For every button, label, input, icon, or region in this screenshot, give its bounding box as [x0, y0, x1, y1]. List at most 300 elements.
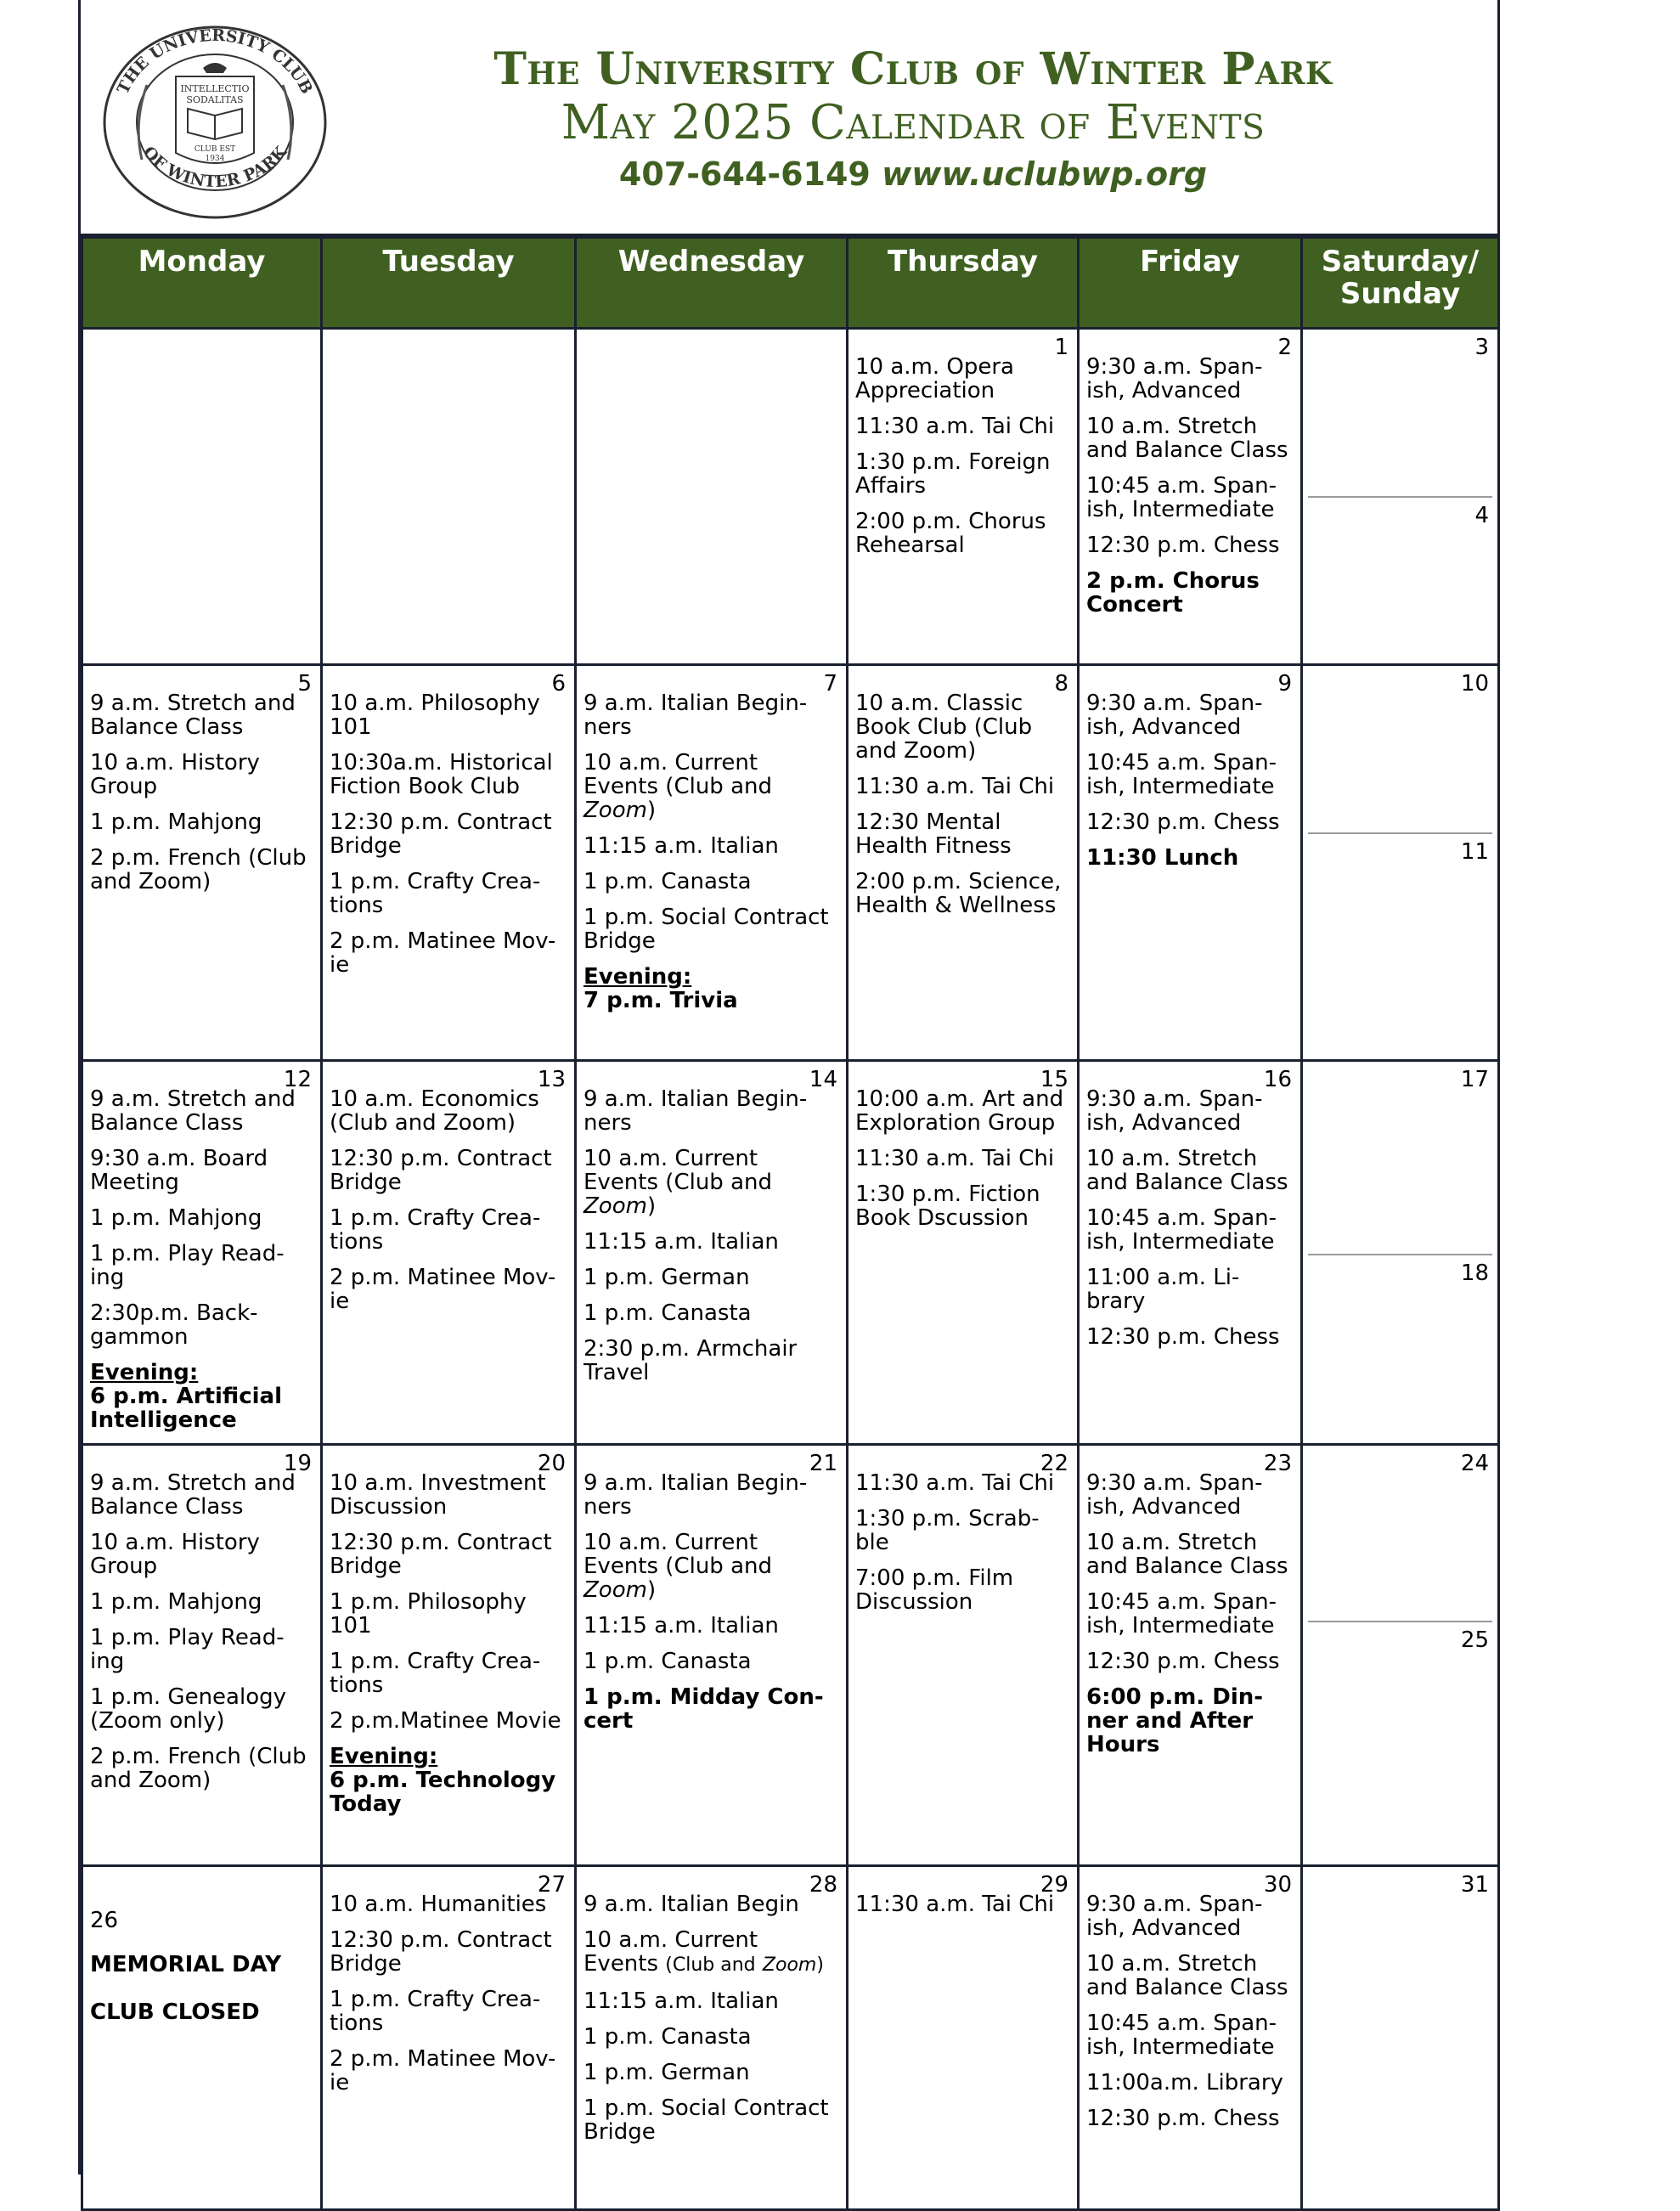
event-text: 11:30 a.m. Tai Chi — [855, 774, 1055, 799]
day-number: 10 — [1460, 671, 1489, 697]
website-link[interactable]: www.uclubwp.org — [882, 155, 1208, 193]
event-text: 10 a.m. History Group — [90, 1530, 260, 1579]
event-item — [1086, 1685, 1294, 1757]
event-item — [1086, 1590, 1294, 1638]
event-item — [583, 1337, 839, 1385]
event-item — [90, 1206, 313, 1230]
day-number: 22 — [1040, 1451, 1068, 1476]
event-item — [1086, 1147, 1294, 1194]
event-item — [330, 1206, 567, 1254]
event-text: 10 a.m. Current Events (Club and — [583, 1146, 772, 1195]
event-item — [1086, 1650, 1294, 1673]
event-list — [1080, 1062, 1300, 1349]
day-cell — [322, 1061, 576, 1445]
weekday-wednesday: Wednesday — [576, 238, 848, 329]
day-cell-content — [577, 666, 846, 1059]
event-item — [1086, 355, 1294, 403]
day-number: 31 — [1460, 1872, 1489, 1898]
event-item — [583, 834, 839, 858]
day-cell — [848, 665, 1079, 1061]
event-text: 1 p.m. Play Read-ing — [90, 1625, 285, 1674]
event-item — [855, 1892, 1070, 1916]
calendar-grid — [81, 236, 1500, 2211]
event-text: 12:30 Mental Health Fitness — [855, 809, 1012, 859]
event-text-italic: Zoom — [762, 1954, 817, 1976]
seal-top-text: THE UNIVERSITY CLUB — [113, 25, 317, 98]
event-item — [1086, 691, 1294, 739]
event-text: 10 a.m. Economics (Club and Zoom) — [330, 1086, 539, 1136]
event-item — [1086, 846, 1294, 870]
day-cell — [322, 1445, 576, 1866]
day-number: 6 — [551, 671, 566, 697]
event-item — [90, 810, 313, 834]
event-text: 9 a.m. Italian Begin-ners — [583, 1086, 808, 1136]
event-text: 1 p.m. Mahjong — [90, 1589, 262, 1615]
day-cell-content — [1303, 330, 1497, 663]
day-number: 21 — [809, 1451, 837, 1476]
event-item — [330, 1147, 567, 1194]
event-item — [330, 1590, 567, 1638]
seal-est-line1: CLUB EST — [194, 145, 236, 154]
event-item — [90, 1242, 313, 1289]
day-number-sunday: 18 — [1460, 1261, 1489, 1286]
event-text: 10 a.m. Stretch and Balance Class — [1086, 414, 1288, 463]
weekend-divider — [1308, 1254, 1492, 1255]
event-item — [330, 929, 567, 977]
event-item — [855, 355, 1070, 403]
event-text: 2 p.m. Chorus Concert — [1086, 568, 1260, 618]
seal-motto-line1: INTELLECTIO — [180, 83, 250, 94]
day-cell — [576, 1866, 848, 2210]
event-item — [330, 1709, 567, 1733]
event-item — [330, 1928, 567, 1976]
event-text: 10:45 a.m. Span-ish, Intermediate — [1086, 1589, 1277, 1639]
event-item — [1086, 2071, 1294, 2095]
event-text: 1 p.m. Canasta — [583, 1649, 752, 1674]
day-cell — [82, 1061, 322, 1445]
event-item — [90, 1471, 313, 1519]
event-text: 11:30 a.m. Tai Chi — [855, 1892, 1055, 1917]
weekday-header-row — [82, 238, 1499, 329]
event-item — [1086, 1266, 1294, 1313]
day-cell-content — [848, 330, 1077, 663]
weekday-tuesday: Tuesday — [322, 238, 576, 329]
day-cell — [82, 329, 322, 665]
day-number: 5 — [297, 671, 312, 697]
event-text: 9 a.m. Italian Begin-ners — [583, 1470, 808, 1520]
event-item — [855, 1147, 1070, 1170]
event-item — [90, 1301, 313, 1349]
event-text: 6 p.m. Artificial Intelligence — [90, 1384, 282, 1433]
event-text: 12:30 p.m. Contract Bridge — [330, 1146, 552, 1195]
event-text: 9:30 a.m. Span-ish, Advanced — [1086, 1086, 1263, 1136]
day-cell-content — [1080, 330, 1300, 663]
event-item — [330, 1745, 567, 1816]
week-row — [82, 665, 1499, 1061]
event-item — [90, 1087, 313, 1135]
event-item — [583, 1266, 839, 1289]
event-text: 12:30 p.m. Chess — [1086, 2106, 1280, 2131]
event-text: 10:00 a.m. Art and Exploration Group — [855, 1086, 1064, 1136]
event-item — [855, 870, 1070, 917]
event-item — [855, 510, 1070, 557]
event-text: 11:00 a.m. Li-brary — [1086, 1265, 1240, 1314]
event-item — [90, 751, 313, 798]
event-item — [583, 1614, 839, 1638]
event-text: 9:30 a.m. Span-ish, Advanced — [1086, 1470, 1263, 1520]
event-text: 10 a.m. Philosophy 101 — [330, 691, 540, 740]
event-text: 1 p.m. Crafty Crea-tions — [330, 869, 541, 918]
event-text: 10:45 a.m. Span-ish, Intermediate — [1086, 750, 1277, 799]
event-list — [1080, 330, 1300, 617]
event-text: 1 p.m. Canasta — [583, 869, 752, 894]
event-text: 1 p.m. German — [583, 1265, 750, 1290]
event-item — [330, 1988, 567, 2035]
evening-label: Evening: — [330, 1744, 438, 1769]
day-cell — [576, 665, 848, 1061]
event-item — [1086, 533, 1294, 557]
event-text: 12:30 p.m. Contract Bridge — [330, 1530, 552, 1579]
event-item — [855, 1471, 1070, 1495]
day-number: 27 — [537, 1872, 566, 1898]
event-text: 12:30 p.m. Chess — [1086, 1324, 1280, 1350]
day-number-sunday: 11 — [1460, 839, 1489, 865]
event-text-close: ) — [646, 1193, 657, 1219]
event-text: 9:30 a.m. Span-ish, Advanced — [1086, 1892, 1263, 1941]
event-list — [1080, 1867, 1300, 2130]
event-item — [1086, 1531, 1294, 1578]
event-text: 7:00 p.m. Film Discussion — [855, 1565, 1014, 1615]
calendar-title: May 2025 Calendar of Events — [561, 95, 1266, 150]
event-list — [83, 666, 320, 894]
event-text: 10:45 a.m. Span-ish, Intermediate — [1086, 1205, 1277, 1255]
event-item — [1086, 1952, 1294, 1999]
event-text: 1:30 p.m. Fiction Book Dscussion — [855, 1182, 1040, 1231]
event-item — [583, 1087, 839, 1135]
day-cell — [576, 329, 848, 665]
weekend-cell — [1302, 1061, 1499, 1445]
event-item — [330, 691, 567, 739]
event-item — [1086, 751, 1294, 798]
day-cell — [82, 1866, 322, 2210]
event-text: 1 p.m. German — [583, 2060, 750, 2085]
holiday-name: MEMORIAL DAY — [90, 1952, 282, 1977]
day-cell — [1079, 1445, 1302, 1866]
day-number: 16 — [1263, 1067, 1292, 1092]
event-item — [583, 1471, 839, 1519]
event-item — [855, 1182, 1070, 1230]
calendar-page — [78, 0, 1500, 2174]
event-text: 9 a.m. Italian Begin — [583, 1892, 799, 1917]
weekend-cell — [1302, 665, 1499, 1061]
seal-motto-line2: SODALITAS — [186, 94, 244, 105]
event-item — [583, 870, 839, 894]
day-number: 17 — [1460, 1067, 1489, 1092]
event-text: 12:30 p.m. Chess — [1086, 809, 1280, 835]
event-text: 10 a.m. Current Events — [583, 1927, 758, 1977]
event-item — [583, 691, 839, 739]
event-item — [855, 1087, 1070, 1135]
event-item — [583, 1147, 839, 1218]
event-text: 10 a.m. History Group — [90, 750, 260, 799]
event-item — [330, 1087, 567, 1135]
evening-label: Evening: — [583, 964, 692, 990]
event-text: 10 a.m. Current Events (Club and — [583, 750, 772, 799]
event-list — [577, 1867, 846, 2144]
event-text: 10 a.m. Investment Discussion — [330, 1470, 546, 1520]
event-list — [577, 1446, 846, 1733]
day-cell-content — [1080, 666, 1300, 1059]
event-text: 10:45 a.m. Span-ish, Intermediate — [1086, 473, 1277, 522]
day-cell — [322, 665, 576, 1061]
event-text: 11:15 a.m. Italian — [583, 1988, 779, 2014]
event-item — [583, 2061, 839, 2084]
day-number: 23 — [1263, 1451, 1292, 1476]
event-item — [583, 1989, 839, 2013]
event-text: 11:30 a.m. Tai Chi — [855, 414, 1055, 439]
contact-line — [335, 153, 1491, 195]
weekday-monday: Monday — [82, 238, 322, 329]
club-title: The University Club of Winter Park — [493, 43, 1333, 95]
day-number: 14 — [809, 1067, 837, 1092]
event-text-close: ) — [816, 1954, 824, 1976]
day-cell-content — [83, 330, 320, 663]
event-text: 2:30 p.m. Armchair Travel — [583, 1336, 798, 1385]
event-item — [330, 1531, 567, 1578]
day-cell — [576, 1061, 848, 1445]
event-item — [855, 1507, 1070, 1554]
weekend-divider — [1308, 832, 1492, 834]
event-text: 9 a.m. Italian Begin-ners — [583, 691, 808, 740]
event-text: 9 a.m. Stretch and Balance Class — [90, 1086, 296, 1136]
phone-number: 407-644-6149 — [618, 155, 871, 193]
event-item — [855, 691, 1070, 763]
day-cell-content — [1080, 1446, 1300, 1864]
event-text: 12:30 p.m. Chess — [1086, 533, 1280, 558]
event-text: 1 p.m. Crafty Crea-tions — [330, 1649, 541, 1698]
day-cell — [82, 1445, 322, 1866]
event-text: 11:30 a.m. Tai Chi — [855, 1146, 1055, 1171]
day-cell-content — [577, 1867, 846, 2208]
event-list — [577, 666, 846, 1012]
event-text: 10:45 a.m. Span-ish, Intermediate — [1086, 2011, 1277, 2060]
event-text: 1 p.m. Social Contract Bridge — [583, 905, 829, 954]
day-cell-content — [83, 666, 320, 1059]
week-row — [82, 329, 1499, 665]
day-cell-content — [1303, 1062, 1497, 1443]
day-number: 29 — [1040, 1872, 1068, 1898]
day-number: 15 — [1040, 1067, 1068, 1092]
day-cell-content — [1303, 1867, 1497, 2208]
event-item — [855, 775, 1070, 798]
event-item — [90, 1531, 313, 1578]
day-number: 8 — [1054, 671, 1068, 697]
day-cell-content — [1303, 666, 1497, 1059]
event-item — [90, 1685, 313, 1733]
day-number: 19 — [283, 1451, 312, 1476]
event-text: 2 p.m.Matinee Movie — [330, 1708, 561, 1734]
event-text-italic: Zoom — [583, 798, 647, 823]
event-item — [1086, 415, 1294, 462]
day-number: 9 — [1277, 671, 1292, 697]
seal-bottom-text: OF WINTER PARK — [138, 143, 291, 192]
event-item — [1086, 1892, 1294, 1940]
day-cell-content — [83, 1867, 320, 2208]
event-text: 1 p.m. Crafty Crea-tions — [330, 1987, 541, 2036]
event-text: 6:00 p.m. Din-ner and After Hours — [1086, 1684, 1264, 1757]
weeks-body — [82, 329, 1499, 2210]
event-text: 1 p.m. Canasta — [583, 2024, 752, 2050]
event-item — [1086, 1471, 1294, 1519]
event-item — [583, 2025, 839, 2049]
day-cell — [1079, 1866, 1302, 2210]
event-text: 10 a.m. Current Events (Club and — [583, 1530, 772, 1579]
event-text: 6 p.m. Technology Today — [330, 1768, 556, 1817]
day-cell — [848, 1866, 1079, 2210]
event-text: 10 a.m. Humanities — [330, 1892, 547, 1917]
event-text: 12:30 p.m. Contract Bridge — [330, 1927, 552, 1977]
event-list — [1080, 1446, 1300, 1757]
event-item — [583, 905, 839, 953]
event-text: 11:30 a.m. Tai Chi — [855, 1470, 1055, 1496]
day-cell — [576, 1445, 848, 1866]
holiday-block — [83, 1867, 320, 2025]
weekend-cell — [1302, 329, 1499, 665]
day-number: 7 — [823, 671, 837, 697]
event-text: 11:15 a.m. Italian — [583, 833, 779, 859]
event-item — [583, 1892, 839, 1916]
holiday-closed-notice: CLUB CLOSED — [90, 1999, 260, 2025]
event-text: 1 p.m. Social Contract Bridge — [583, 2095, 829, 2145]
day-cell-content — [848, 1867, 1077, 2208]
event-item — [1086, 1087, 1294, 1135]
day-cell-content — [323, 330, 574, 663]
event-item — [855, 450, 1070, 498]
day-cell — [1079, 329, 1302, 665]
event-list — [848, 330, 1077, 557]
event-text: 2 p.m. Matinee Mov-ie — [330, 928, 556, 978]
event-text: 10 a.m. Stretch and Balance Class — [1086, 1951, 1288, 2000]
event-item — [583, 1928, 839, 1977]
event-item — [90, 1626, 313, 1673]
event-text-italic: Zoom — [583, 1577, 647, 1603]
day-cell — [322, 329, 576, 665]
week-row — [82, 1866, 1499, 2210]
day-cell-content — [323, 1062, 574, 1443]
day-cell-content — [323, 1446, 574, 1864]
event-text: 9:30 a.m. Span-ish, Advanced — [1086, 354, 1263, 403]
day-number: 12 — [283, 1067, 312, 1092]
event-item — [330, 810, 567, 858]
event-text-close: ) — [646, 798, 657, 823]
event-text: 1 p.m. Midday Con-cert — [583, 1684, 824, 1734]
day-cell — [322, 1866, 576, 2210]
day-cell-content — [1303, 1446, 1497, 1864]
event-item — [583, 1230, 839, 1254]
event-text: 1 p.m. Philosophy 101 — [330, 1589, 527, 1639]
event-item — [330, 870, 567, 917]
week-row — [82, 1445, 1499, 1866]
event-text: 10:30a.m. Historical Fiction Book Club — [330, 750, 553, 799]
day-cell — [1079, 665, 1302, 1061]
event-text: 2 p.m. Matinee Mov-ie — [330, 1265, 556, 1314]
day-number: 13 — [537, 1067, 566, 1092]
event-text: 10 a.m. Stretch and Balance Class — [1086, 1146, 1288, 1195]
event-item — [330, 1892, 567, 1916]
day-cell-content — [1080, 1062, 1300, 1443]
day-cell — [82, 665, 322, 1061]
weekday-thursday: Thursday — [848, 238, 1079, 329]
day-number-sunday: 4 — [1474, 503, 1489, 528]
day-cell-content — [323, 666, 574, 1059]
event-text: 2 p.m. Matinee Mov-ie — [330, 2046, 556, 2095]
day-number: 28 — [809, 1872, 837, 1898]
event-item — [583, 1650, 839, 1673]
day-number: 1 — [1054, 335, 1068, 360]
weekend-cell — [1302, 1445, 1499, 1866]
event-list — [323, 666, 574, 977]
seal-est-line2: 1934 — [205, 155, 225, 163]
event-list — [323, 1446, 574, 1816]
event-text: 1 p.m. Mahjong — [90, 1205, 262, 1231]
event-text: 2:30p.m. Back-gammon — [90, 1300, 258, 1350]
day-cell-content — [83, 1062, 320, 1443]
event-item — [1086, 1325, 1294, 1349]
club-seal-logo — [99, 24, 330, 221]
event-text: 11:15 a.m. Italian — [583, 1229, 779, 1255]
weekend-cell — [1302, 1866, 1499, 2210]
event-item — [1086, 810, 1294, 834]
event-text: 11:30 Lunch — [1086, 845, 1239, 871]
event-text: 10 a.m. Classic Book Club (Club and Zoom) — [855, 691, 1033, 764]
day-cell-content — [577, 1062, 846, 1443]
day-cell-content — [1080, 1867, 1300, 2208]
day-cell-content — [848, 1446, 1077, 1864]
event-item — [330, 2047, 567, 2095]
day-cell-content — [577, 330, 846, 663]
event-text: 2 p.m. French (Club and Zoom) — [90, 845, 307, 894]
event-item — [583, 751, 839, 822]
day-number: 3 — [1474, 335, 1489, 360]
event-text: 9:30 a.m. Span-ish, Advanced — [1086, 691, 1263, 740]
day-number: 30 — [1263, 1872, 1292, 1898]
event-text: 7 p.m. Trivia — [583, 988, 738, 1013]
event-text: 10 a.m. Stretch and Balance Class — [1086, 1530, 1288, 1579]
event-list — [323, 1867, 574, 2095]
event-text: 1 p.m. Play Read-ing — [90, 1241, 285, 1290]
evening-label: Evening: — [90, 1360, 199, 1385]
event-item — [855, 810, 1070, 858]
holiday-day-number: 26 — [90, 1908, 119, 1933]
weekday-friday: Friday — [1079, 238, 1302, 329]
day-cell-content — [848, 666, 1077, 1059]
event-item — [855, 1566, 1070, 1614]
event-list — [848, 666, 1077, 917]
event-item — [90, 1361, 313, 1432]
day-number-sunday: 25 — [1460, 1627, 1489, 1653]
event-item — [330, 1471, 567, 1519]
event-list — [83, 1446, 320, 1792]
event-item — [90, 1590, 313, 1614]
event-item — [583, 1531, 839, 1602]
event-item — [330, 1266, 567, 1313]
day-cell-content — [323, 1867, 574, 2208]
weekend-divider — [1308, 496, 1492, 498]
day-cell-content — [83, 1446, 320, 1864]
day-number: 20 — [537, 1451, 566, 1476]
event-item — [583, 1685, 839, 1733]
event-item — [90, 1745, 313, 1792]
